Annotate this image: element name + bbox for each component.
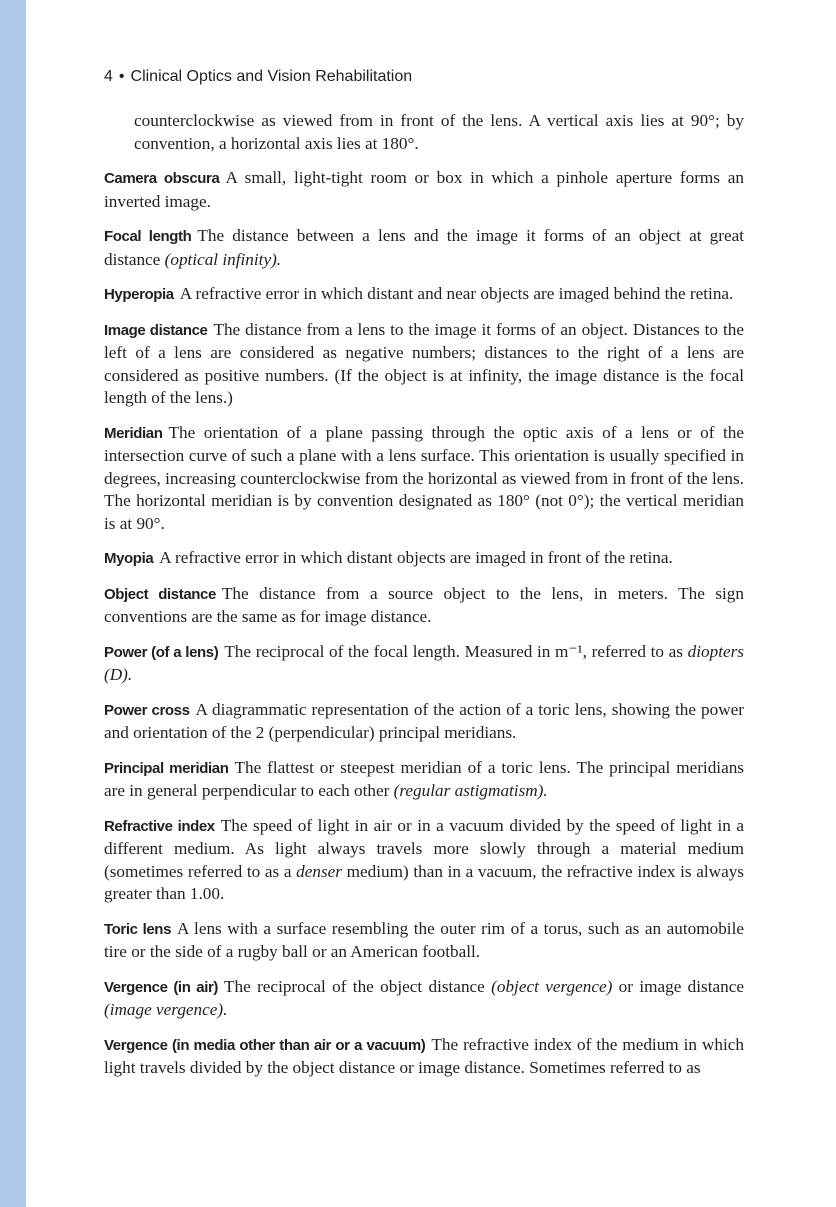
glossary-entry — [104, 918, 744, 964]
definition-text: The distance from a source object to the lens, in meters. The sign conventions are the same as for image distance. — [104, 583, 744, 626]
definition-text: The reciprocal of the focal length. Measured in m⁻¹, referred to as — [224, 641, 688, 661]
glossary-entry — [104, 699, 744, 745]
definition-text: medium) than in a vacuum, the refractive index is always greater than 1.00. — [104, 861, 744, 903]
page-edge-color-bar — [0, 0, 26, 1207]
glossary-entry — [104, 547, 744, 571]
definition-italic-text: diopters (D). — [104, 641, 744, 684]
glossary-term: Image distance — [104, 321, 208, 339]
glossary-term: Focal length — [104, 228, 192, 245]
definition-text: The flattest or steepest meridian of a toric lens. The principal meridians are in general perpendicular to each other — [104, 757, 744, 800]
glossary-entry — [104, 167, 744, 213]
glossary-definition — [104, 919, 744, 962]
glossary-definition — [104, 226, 744, 269]
definition-text: A refractive error in which distant and near objects are imaged behind the retina. — [179, 284, 734, 303]
definition-text: A diagrammatic representation of the action of a toric lens, showing the power and orientation of the 2 (perpendicular) principal meridians. — [104, 699, 744, 742]
glossary-term: Power cross — [104, 701, 190, 719]
glossary-term: Power (of a lens) — [104, 643, 219, 661]
glossary-entry — [104, 815, 744, 906]
definition-italic-text: (image vergence). — [104, 1000, 228, 1019]
glossary-entry — [104, 1034, 744, 1080]
glossary-term: Principal meridian — [104, 759, 229, 777]
glossary-entry — [104, 283, 744, 307]
definition-italic-text: (object vergence) — [491, 976, 613, 996]
running-head — [104, 66, 412, 88]
glossary-term: Vergence (in air) — [104, 978, 219, 996]
definition-italic-text: (regular astigmatism). — [393, 781, 548, 800]
glossary-entry — [104, 757, 744, 803]
glossary-term: Object distance — [104, 585, 216, 603]
glossary-term: Camera obscura — [104, 170, 220, 187]
glossary-entry — [104, 319, 744, 410]
definition-italic-text: denser — [296, 861, 342, 881]
page-number: 4 — [104, 68, 113, 85]
definition-text: The refractive index of the medium in which light travels divided by the object distance or image distance. Sometimes referred to as — [104, 1034, 744, 1077]
glossary-entry — [104, 641, 744, 687]
definition-text: A small, light-tight room or box in which a pinhole aperture forms an inverted image. — [104, 168, 744, 211]
glossary-definition — [104, 423, 744, 533]
glossary-term: Myopia — [104, 550, 154, 567]
definition-text: A lens with a surface resembling the outer rim of a torus, such as an automobile tire or the side of a rugby ball or an American football. — [104, 918, 744, 961]
definition-text: or image distance — [612, 976, 744, 996]
definition-italic-text: (optical infinity). — [164, 249, 282, 269]
glossary-term: Vergence (in media other than air or a vacuum) — [104, 1036, 426, 1054]
running-head-bullet: • — [118, 68, 125, 85]
definition-text: The reciprocal of the object distance — [224, 976, 492, 996]
glossary-definition — [104, 700, 744, 743]
definition-text: The speed of light in air or in a vacuum divided by the speed of light in a different medium. As light always travels more slowly through a material medium (sometimes referred to as a — [104, 815, 745, 881]
book-title: Clinical Optics and Vision Rehabilitation — [130, 68, 413, 85]
glossary-entry — [104, 976, 744, 1022]
glossary-definition — [159, 548, 673, 567]
glossary-entry — [104, 422, 744, 536]
glossary-body — [104, 110, 744, 1092]
definition-text: The orientation of a plane passing through the optic axis of a lens or of the intersection curve of such a plane with a lens surface. This orientation is usually specified in degrees, increasing counterclockwise from the horizontal as viewed from in front of the lens. The horizontal meridian is by convention designated as 180° (not 0°); the vertical meridian is at 90°. — [104, 422, 744, 533]
glossary-entry — [104, 583, 744, 629]
glossary-term: Toric lens — [104, 920, 172, 938]
definition-text: A refractive error in which distant objects are imaged in front of the retina. — [159, 548, 673, 567]
continued-paragraph: counterclockwise as viewed from in front of the lens. A vertical axis lies at 90°; by convention, a horizontal axis lies at 180°. — [134, 111, 744, 153]
glossary-entry — [104, 225, 744, 271]
glossary-definition — [180, 284, 734, 303]
definition-text: The distance between a lens and the image it forms of an object at great distance — [104, 226, 744, 269]
glossary-term: Refractive index — [104, 817, 215, 835]
glossary-term: Hyperopia — [104, 286, 174, 303]
definition-text: The distance from a lens to the image it forms of an object. Distances to the left of a lens are considered as negative numbers; distances to the right of a lens are considered as positive numbers. (If the object is at infinity, the image distance is the focal length of the lens.) — [104, 319, 744, 407]
glossary-term: Meridian — [104, 424, 163, 442]
